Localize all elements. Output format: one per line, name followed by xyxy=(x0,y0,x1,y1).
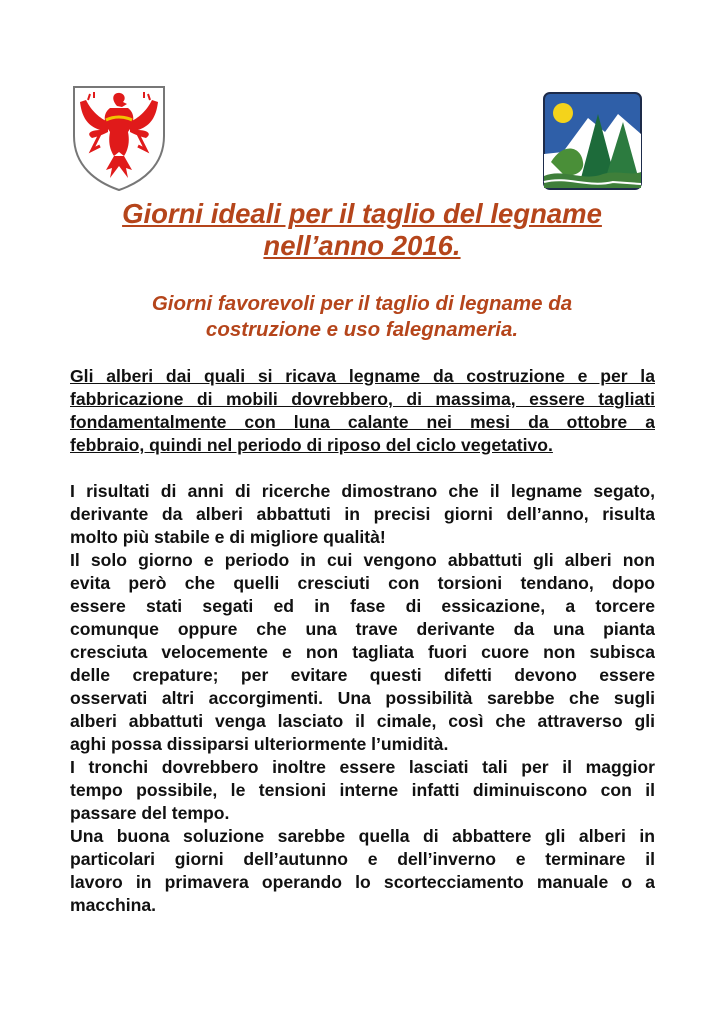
intro-line: febbraio, quindi nel periodo di riposo del ciclo vegetativo. xyxy=(70,435,553,455)
body-line: cresciuta velocemente e non tagliata fuori cuore non subisca xyxy=(70,642,655,662)
body-line: particolari giorni dell’autunno e dell’inverno e terminare il xyxy=(70,849,655,869)
body-line: evita però che quelli cresciuti con torsioni tendano, dopo xyxy=(70,573,655,593)
body-line: Il solo giorno e periodo in cui vengono abbattuti gli alberi non xyxy=(70,550,655,570)
body-line: derivante da alberi abbattuti in precisi giorni dell’anno, risulta xyxy=(70,504,655,524)
page-title-line-2: nell’anno 2016. xyxy=(263,230,461,261)
body-line: Una buona soluzione sarebbe quella di abbattere gli alberi in xyxy=(70,826,655,846)
body-line: passare del tempo. xyxy=(70,803,230,823)
body-line: I risultati di anni di ricerche dimostrano che il legname segato, xyxy=(70,481,655,501)
body-paragraphs xyxy=(70,480,655,917)
forest-sun-mountains-logo-icon xyxy=(543,92,642,190)
subtitle-line-2: costruzione e uso falegnameria. xyxy=(205,318,519,341)
body-line: essere stati segati ed in fase di essicazione, a torcere xyxy=(70,596,655,616)
body-line: comunque oppure che una trave derivante da una pianta xyxy=(70,619,655,639)
subtitle-line-1: Giorni favorevoli per il taglio di legname da xyxy=(151,292,573,315)
intro-paragraph xyxy=(70,365,655,457)
body-line: alberi abbattuti venga lasciato il cimale, così che attraverso gli xyxy=(70,711,655,731)
body-line: macchina. xyxy=(70,895,157,915)
intro-line: fabbricazione di mobili dovrebbero, di massima, essere tagliati xyxy=(70,389,655,409)
body-line: tempo possibile, le tensioni interne infatti diminuiscono con il xyxy=(70,780,655,800)
page-title-line-1: Giorni ideali per il taglio del legname xyxy=(122,198,602,229)
body-line: osservati altri accorgimenti. Una possibilità sarebbe che sugli xyxy=(70,688,655,708)
body-line: molto più stabile e di migliore qualità! xyxy=(70,527,386,547)
body-line: I tronchi dovrebbero inoltre essere lasciati tali per il maggior xyxy=(70,757,655,777)
intro-line: Gli alberi dai quali si ricava legname da costruzione e per la xyxy=(70,366,655,386)
intro-line: fondamentalmente con luna calante nei mesi da ottobre a xyxy=(70,412,655,432)
body-line: delle crepature; per evitare questi difetti devono essere xyxy=(70,665,655,685)
tirol-eagle-coat-of-arms-icon xyxy=(70,84,168,192)
body-line: aghi possa dissiparsi ulteriormente l’umidità. xyxy=(70,734,449,754)
body-line: lavoro in primavera operando lo scortecciamento manuale o a xyxy=(70,872,655,892)
